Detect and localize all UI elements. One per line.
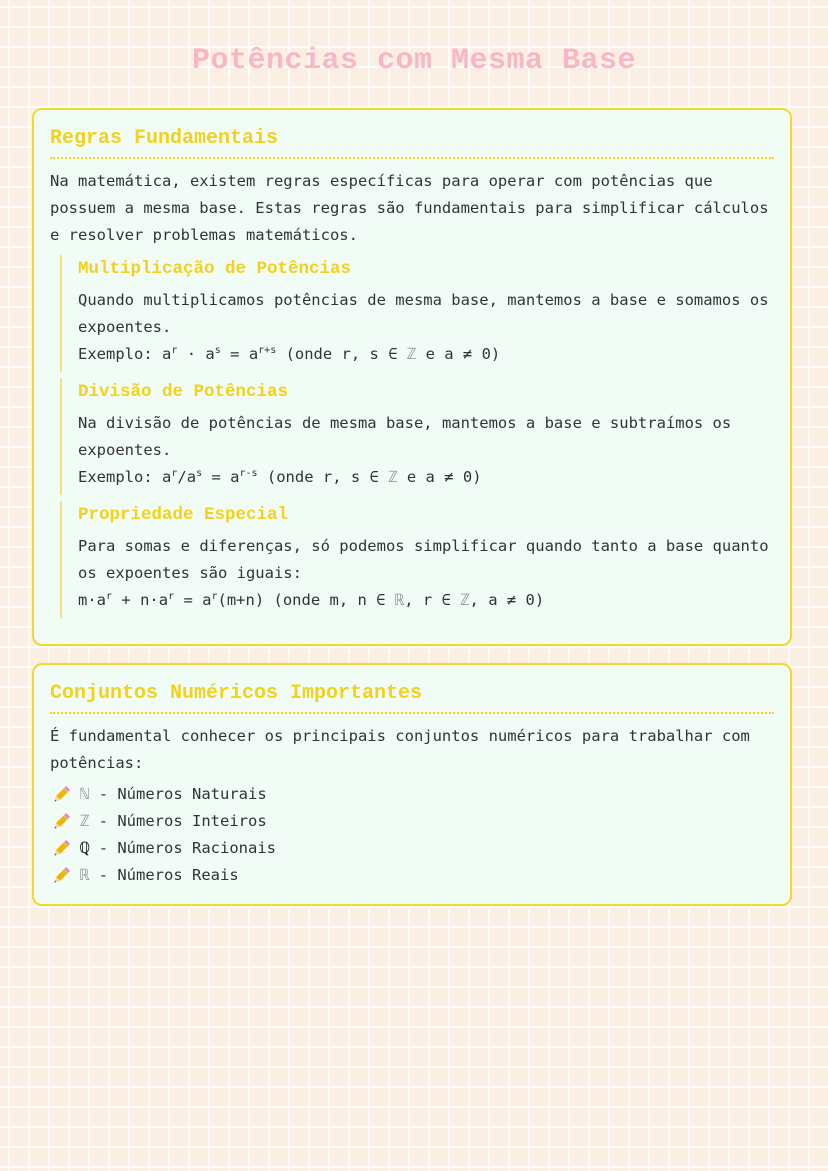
number-sets-intro: É fundamental conhecer os principais conjuntos numéricos para trabalhar com potências: — [50, 727, 750, 772]
pencil-icon — [50, 865, 72, 887]
division-example: Exemplo: $a^r/a^s = a^{r-s}$ (onde r, s ∈ ℤ e a ≠ 0) — [78, 467, 482, 486]
rules-card — [32, 108, 792, 646]
subsection-text: Para somas e diferenças, só podemos simplificar quando tanto a base quanto os expoentes são iguais: — [78, 537, 769, 582]
list-item: ℝ - Números Reais — [50, 862, 774, 889]
page-title: Potências com Mesma Base — [191, 44, 637, 78]
rational-set-symbol: ℚ — [80, 839, 90, 857]
real-set-symbol: ℝ — [80, 866, 90, 884]
subsection-title: Multiplicação de Potências — [78, 259, 352, 279]
subsection-multiplication — [60, 255, 774, 372]
multiplication-example: Exemplo: $a^r \cdot a^s = a^{r+s}$ (onde r, s ∈ ℤ e a ≠ 0) — [78, 344, 501, 363]
number-sets-card-title: Conjuntos Numéricos Importantes — [50, 681, 774, 714]
list-item: ℕ - Números Naturais — [50, 781, 774, 808]
integer-set-symbol: ℤ — [406, 345, 417, 363]
subsection-division — [60, 378, 774, 495]
subsection-text: Quando multiplicamos potências de mesma base, mantemos a base e somamos os expoentes. — [78, 291, 769, 336]
real-set-symbol: ℝ — [394, 591, 405, 609]
list-item: ℤ - Números Inteiros — [50, 808, 774, 835]
subsection-title: Propriedade Especial — [78, 505, 289, 525]
number-sets-list — [50, 781, 774, 889]
special-property-formula: $m\cdot a^r + n\cdot a^r = a^r(m+n)$ (onde m, n ∈ ℝ, r ∈ ℤ, a ≠ 0) — [78, 590, 545, 609]
subsection-special-property — [60, 501, 774, 618]
pencil-icon — [50, 784, 72, 806]
rules-card-title: Regras Fundamentais — [50, 126, 774, 159]
integer-set-symbol: ℤ — [460, 591, 470, 609]
integer-set-symbol: ℤ — [80, 812, 90, 830]
list-item: ℚ - Números Racionais — [50, 835, 774, 862]
pencil-icon — [50, 811, 72, 833]
natural-set-symbol: ℕ — [80, 785, 90, 803]
subsection-title: Divisão de Potências — [78, 382, 289, 402]
pencil-icon — [50, 838, 72, 860]
rules-intro: Na matemática, existem regras específicas para operar com potências que possuem a mesma base. Estas regras são fundamentais para simplificar cálculos e resolver problemas matemáticos. — [50, 172, 769, 244]
subsection-text: Na divisão de potências de mesma base, mantemos a base e subtraímos os expoentes. — [78, 414, 732, 459]
integer-set-symbol: ℤ — [388, 468, 398, 486]
number-sets-card — [32, 663, 792, 906]
